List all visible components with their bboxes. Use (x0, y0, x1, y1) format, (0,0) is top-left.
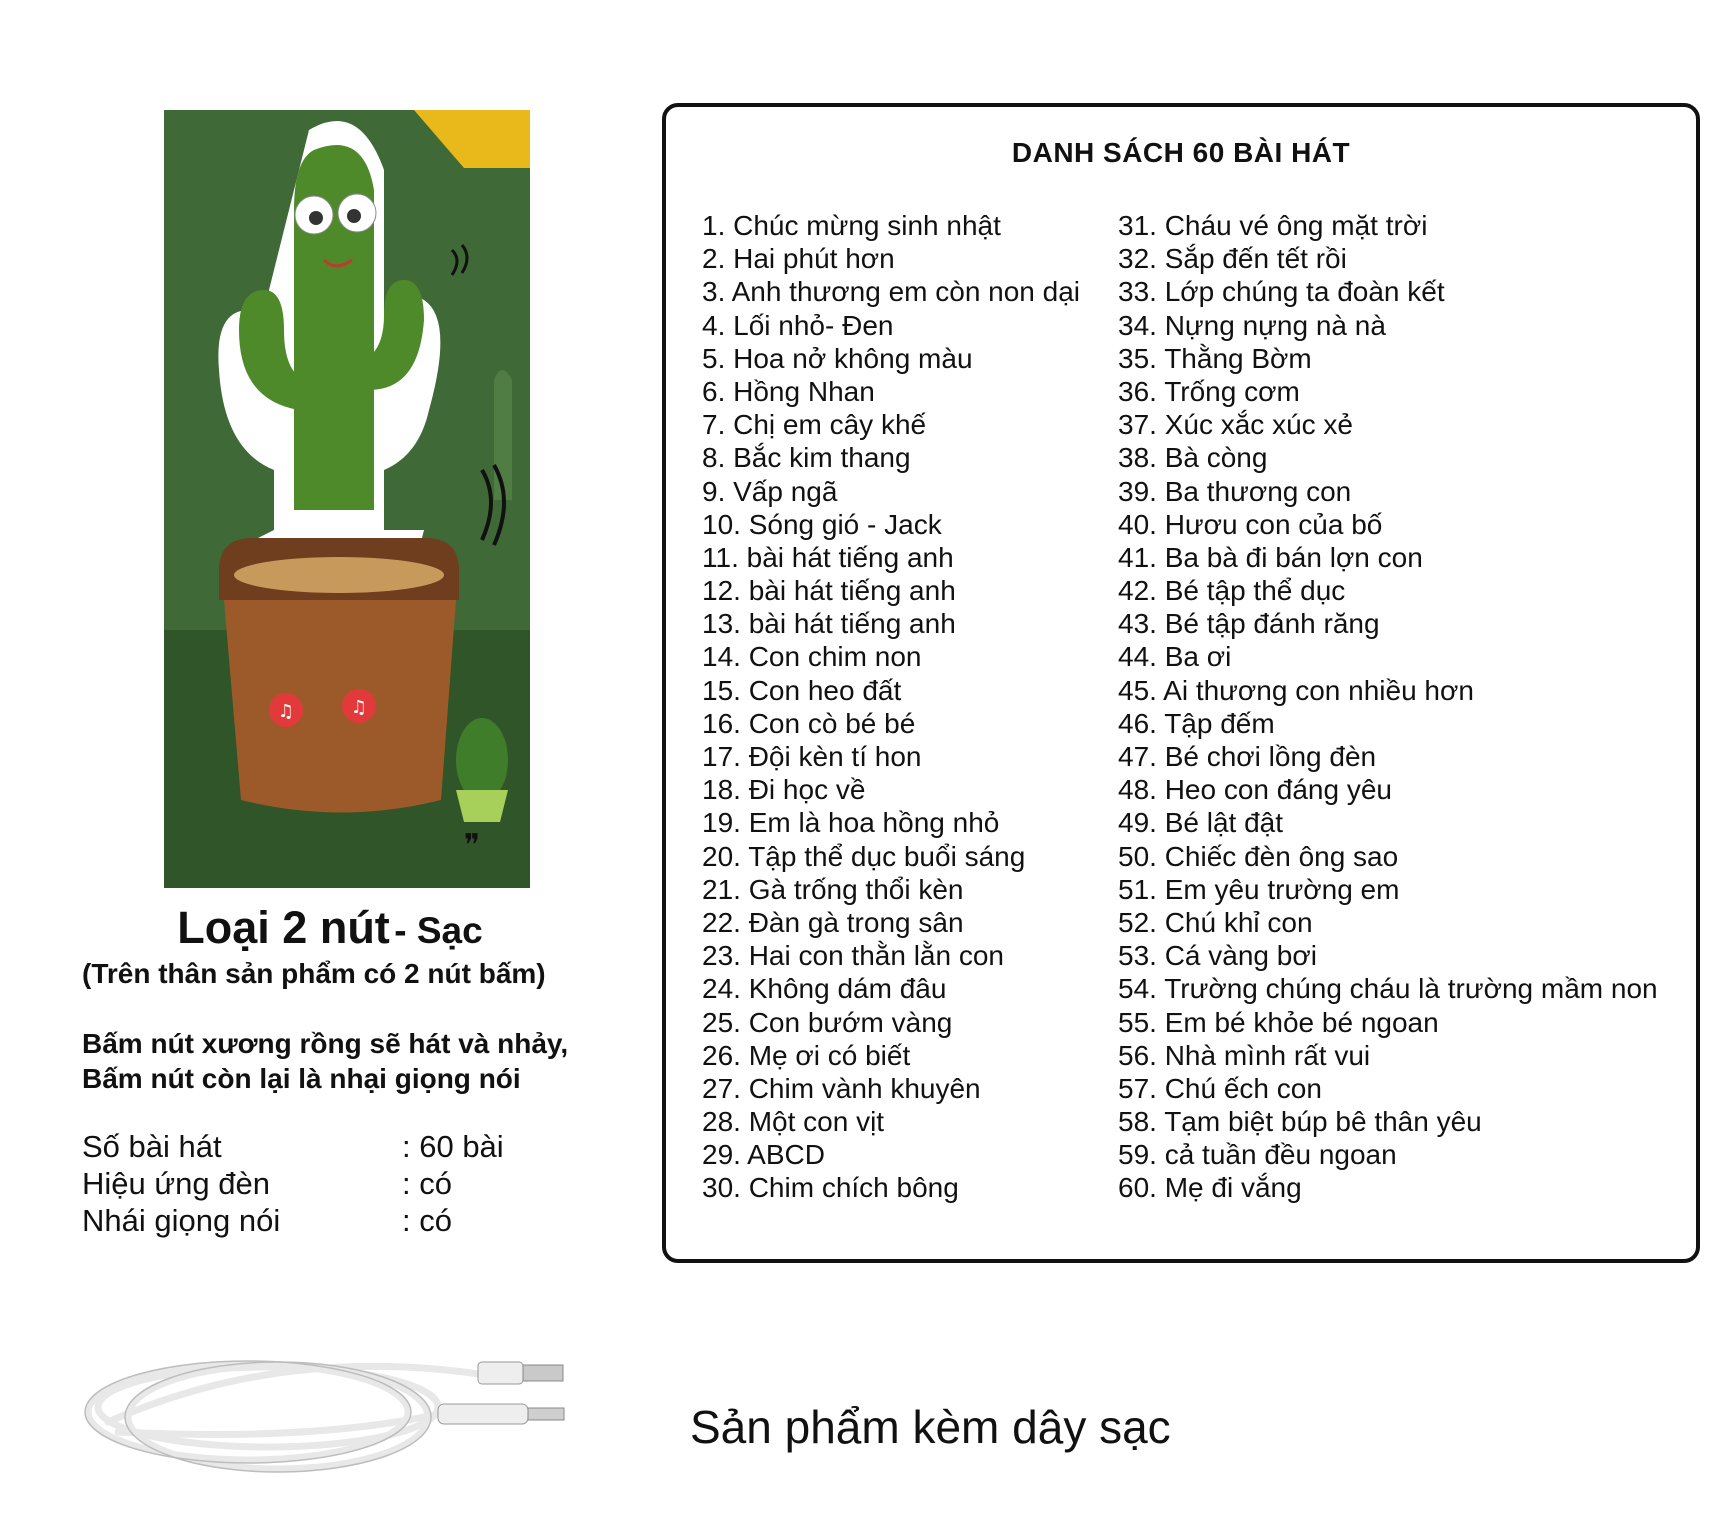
song-item: 11. bài hát tiếng anh (702, 541, 954, 573)
song-item: 28. Một con vịt (702, 1106, 885, 1138)
song-item: 2. Hai phút hơn (702, 243, 895, 275)
song-item: 48. Heo con đáng yêu (1118, 774, 1392, 806)
song-item: 34. Nựng nựng nà nà (1118, 309, 1386, 341)
song-item: 45. Ai thương con nhiều hơn (1118, 674, 1474, 706)
song-item: 24. Không dám đâu (702, 973, 947, 1005)
song-column-right (1118, 209, 1658, 1205)
song-item: 51. Em yêu trường em (1118, 873, 1400, 905)
spec-row (82, 1165, 504, 1202)
song-item: 39. Ba thương con (1118, 475, 1352, 507)
spec-value: : có (402, 1203, 452, 1238)
song-item: 60. Mẹ đi vắng (1118, 1172, 1302, 1204)
song-item: 9. Vấp ngã (702, 475, 838, 507)
spec-label: Nhái giọng nói (82, 1203, 281, 1238)
song-item: 13. bài hát tiếng anh (702, 608, 956, 640)
spec-value: : 60 bài (402, 1129, 504, 1164)
spec-row (82, 1128, 504, 1165)
song-item: 57. Chú ếch con (1118, 1072, 1322, 1104)
song-column-left (702, 209, 1080, 1205)
song-item: 21. Gà trống thổi kèn (702, 873, 964, 905)
song-item: 12. bài hát tiếng anh (702, 575, 956, 607)
song-item: 43. Bé tập đánh răng (1118, 608, 1380, 640)
usage-instructions (82, 1026, 568, 1096)
song-list-title: DANH SÁCH 60 BÀI HÁT (1011, 137, 1351, 168)
song-item: 47. Bé chơi lồng đèn (1118, 741, 1377, 772)
product-type: Loại 2 nút (177, 902, 390, 953)
song-item: 19. Em là hoa hồng nhỏ (702, 807, 1000, 839)
song-item: 53. Cá vàng bơi (1118, 940, 1317, 972)
song-item: 58. Tạm biệt búp bê thân yêu (1118, 1106, 1482, 1138)
spec-value: : có (402, 1166, 452, 1201)
song-item: 29. ABCD (702, 1139, 825, 1171)
song-item: 56. Nhà mình rất vui (1118, 1039, 1371, 1071)
spec-label: Hiệu ứng đèn (82, 1166, 270, 1201)
song-item: 41. Ba bà đi bán lợn con (1118, 541, 1423, 573)
song-item: 25. Con bướm vàng (702, 1006, 953, 1038)
svg-text:❞: ❞ (464, 828, 481, 863)
song-item: 38. Bà còng (1118, 442, 1268, 474)
song-item: 55. Em bé khỏe bé ngoan (1118, 1006, 1439, 1038)
product-title (60, 902, 600, 954)
song-item: 23. Hai con thằn lằn con (702, 940, 1004, 972)
product-subtitle: (Trên thân sản phẩm có 2 nút bấm) (82, 958, 546, 989)
song-item: 36. Trống cơm (1118, 375, 1300, 407)
song-item: 52. Chú khỉ con (1118, 906, 1313, 938)
song-item: 54. Trường chúng cháu là trường mầm non (1118, 973, 1658, 1005)
song-item: 30. Chim chích bông (702, 1172, 959, 1204)
instruction-line: Bấm nút còn lại là nhại giọng nói (82, 1063, 521, 1094)
song-item: 16. Con cò bé bé (702, 707, 916, 739)
product-type-suffix: - Sạc (394, 910, 483, 951)
song-item: 5. Hoa nở không màu (702, 342, 973, 374)
song-item: 37. Xúc xắc xúc xẻ (1118, 409, 1354, 441)
svg-text:♫: ♫ (350, 697, 368, 718)
song-item: 15. Con heo đất (702, 674, 902, 706)
svg-text:♫: ♫ (277, 701, 295, 722)
song-item: 40. Hươu con của bố (1118, 508, 1383, 540)
song-list-box (662, 103, 1700, 1263)
song-item: 27. Chim vành khuyên (702, 1072, 981, 1104)
song-item: 17. Đội kèn tí hon (702, 741, 922, 772)
song-item: 4. Lối nhỏ- Đen (702, 309, 894, 341)
cactus-toy-photo (164, 110, 530, 888)
song-item: 32. Sắp đến tết rồi (1118, 243, 1347, 275)
song-item: 7. Chị em cây khế (702, 409, 927, 441)
song-item: 46. Tập đếm (1118, 707, 1275, 739)
song-item: 35. Thằng Bờm (1118, 342, 1312, 374)
song-item: 18. Đi học về (702, 774, 866, 806)
song-item: 33. Lớp chúng ta đoàn kết (1118, 276, 1445, 308)
cable-caption: Sản phẩm kèm dây sạc (690, 1401, 1171, 1453)
song-item: 44. Ba ơi (1118, 641, 1232, 673)
spec-label: Số bài hát (82, 1129, 222, 1164)
song-item: 22. Đàn gà trong sân (702, 906, 964, 938)
song-item: 1. Chúc mừng sinh nhật (702, 210, 1001, 241)
song-item: 59. cả tuần đều ngoan (1118, 1139, 1397, 1171)
song-item: 20. Tập thể dục buổi sáng (702, 840, 1026, 872)
spec-list (82, 1128, 504, 1239)
song-item: 42. Bé tập thể dục (1118, 575, 1346, 607)
song-item: 8. Bắc kim thang (702, 442, 911, 474)
song-item: 6. Hồng Nhan (702, 375, 875, 407)
spec-row (82, 1202, 504, 1239)
usb-cable-photo (78, 1332, 588, 1482)
instruction-line: Bấm nút xương rồng sẽ hát và nhảy, (82, 1028, 569, 1059)
song-item: 49. Bé lật đật (1118, 807, 1284, 839)
song-item: 14. Con chim non (702, 641, 922, 673)
song-item: 3. Anh thương em còn non dại (702, 276, 1081, 308)
song-item: 50. Chiếc đèn ông sao (1118, 840, 1399, 872)
song-item: 31. Cháu vé ông mặt trời (1118, 210, 1428, 241)
song-item: 26. Mẹ ơi có biết (702, 1039, 911, 1071)
song-item: 10. Sóng gió - Jack (702, 508, 942, 540)
